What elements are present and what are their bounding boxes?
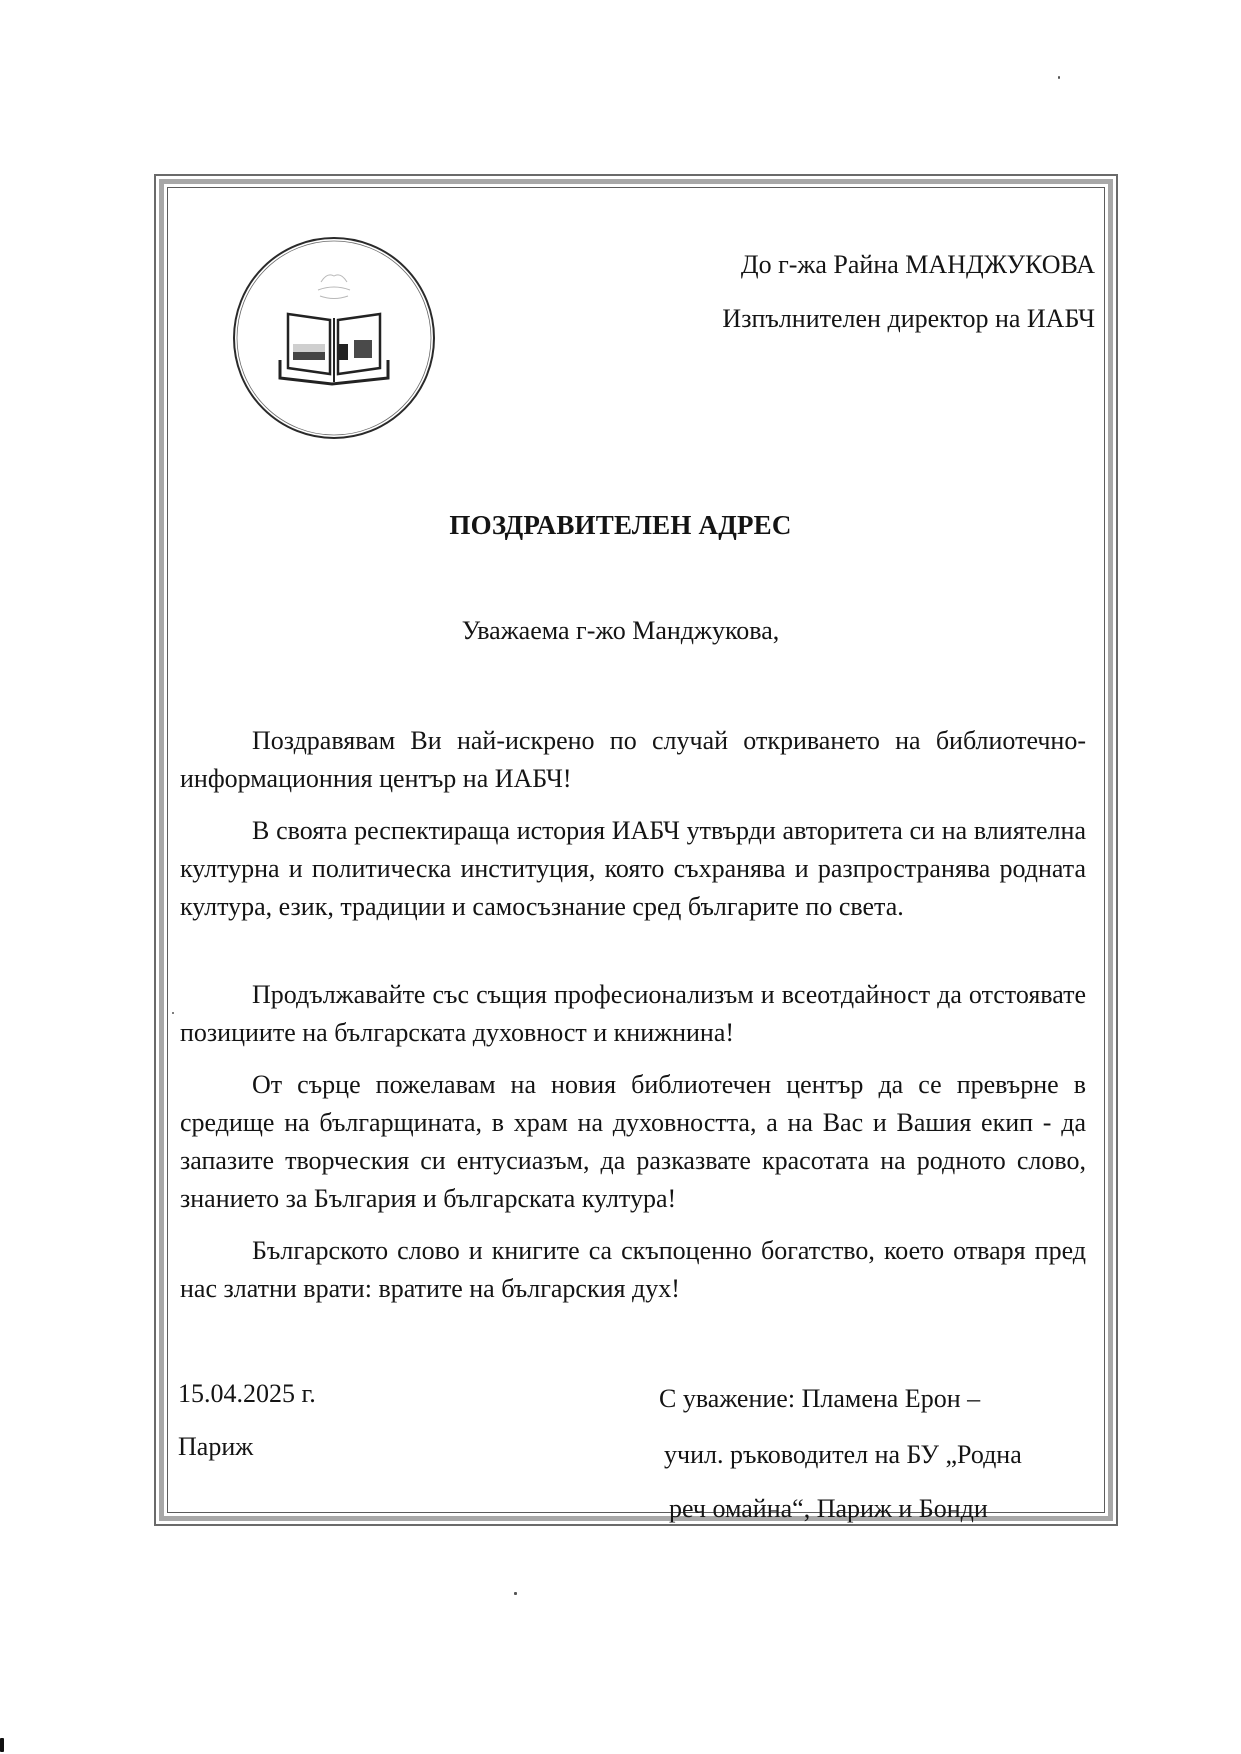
scan-speck [514, 1592, 517, 1595]
signature-line-3: реч омайна“, Париж и Бонди [669, 1494, 988, 1523]
signature-line-2: учил. ръководител на БУ „Родна [664, 1440, 1022, 1469]
document-date: 15.04.2025 г. [178, 1379, 316, 1408]
recipient-position: Изпълнителен директор на ИАБЧ [722, 304, 1095, 333]
document-title: ПОЗДРАВИТЕЛЕН АДРЕС [449, 510, 792, 540]
scan-speck [172, 1012, 174, 1014]
body-paragraph-1: Поздравявам Ви най-искрено по случай откриването на библиотечно-информационния център на ИАБЧ! [180, 726, 1086, 793]
body-paragraph-4: От сърце пожелавам на новия библиотечен център да се превърне в средище на българщината, в храм на духовността, а на Вас и Вашия екип - да запазите творческия си ентусиазъм, да разказвате красотата на родното слово, знанието за България и българската култура! [180, 1070, 1086, 1213]
body-paragraph-3: Продължавайте със същия професионализъм и всеотдайност да отстоявате позициите на българската духовност и книжнина! [180, 980, 1086, 1047]
school-seal-icon [230, 232, 438, 444]
body-paragraph-5: Българското слово и книгите са скъпоценно богатство, което отваря пред нас златни врати: вратите на българския дух! [180, 1236, 1086, 1303]
scan-speck [1058, 76, 1060, 79]
scan-edge-mark [0, 1738, 4, 1752]
signature-line-1: С уважение: Пламена Ерон – [659, 1384, 981, 1413]
recipient-name: До г-жа Райна МАНДЖУКОВА [740, 250, 1095, 279]
document-place: Париж [178, 1432, 254, 1461]
body-paragraph-2: В своята респектираща история ИАБЧ утвърди авторитета си на влиятелна културна и политическа институция, която съхранява и разпространява родната култура, език, традиции и самосъзнание сред българите по света. [180, 816, 1086, 921]
salutation: Уважаема г-жо Манджукова, [461, 616, 780, 645]
